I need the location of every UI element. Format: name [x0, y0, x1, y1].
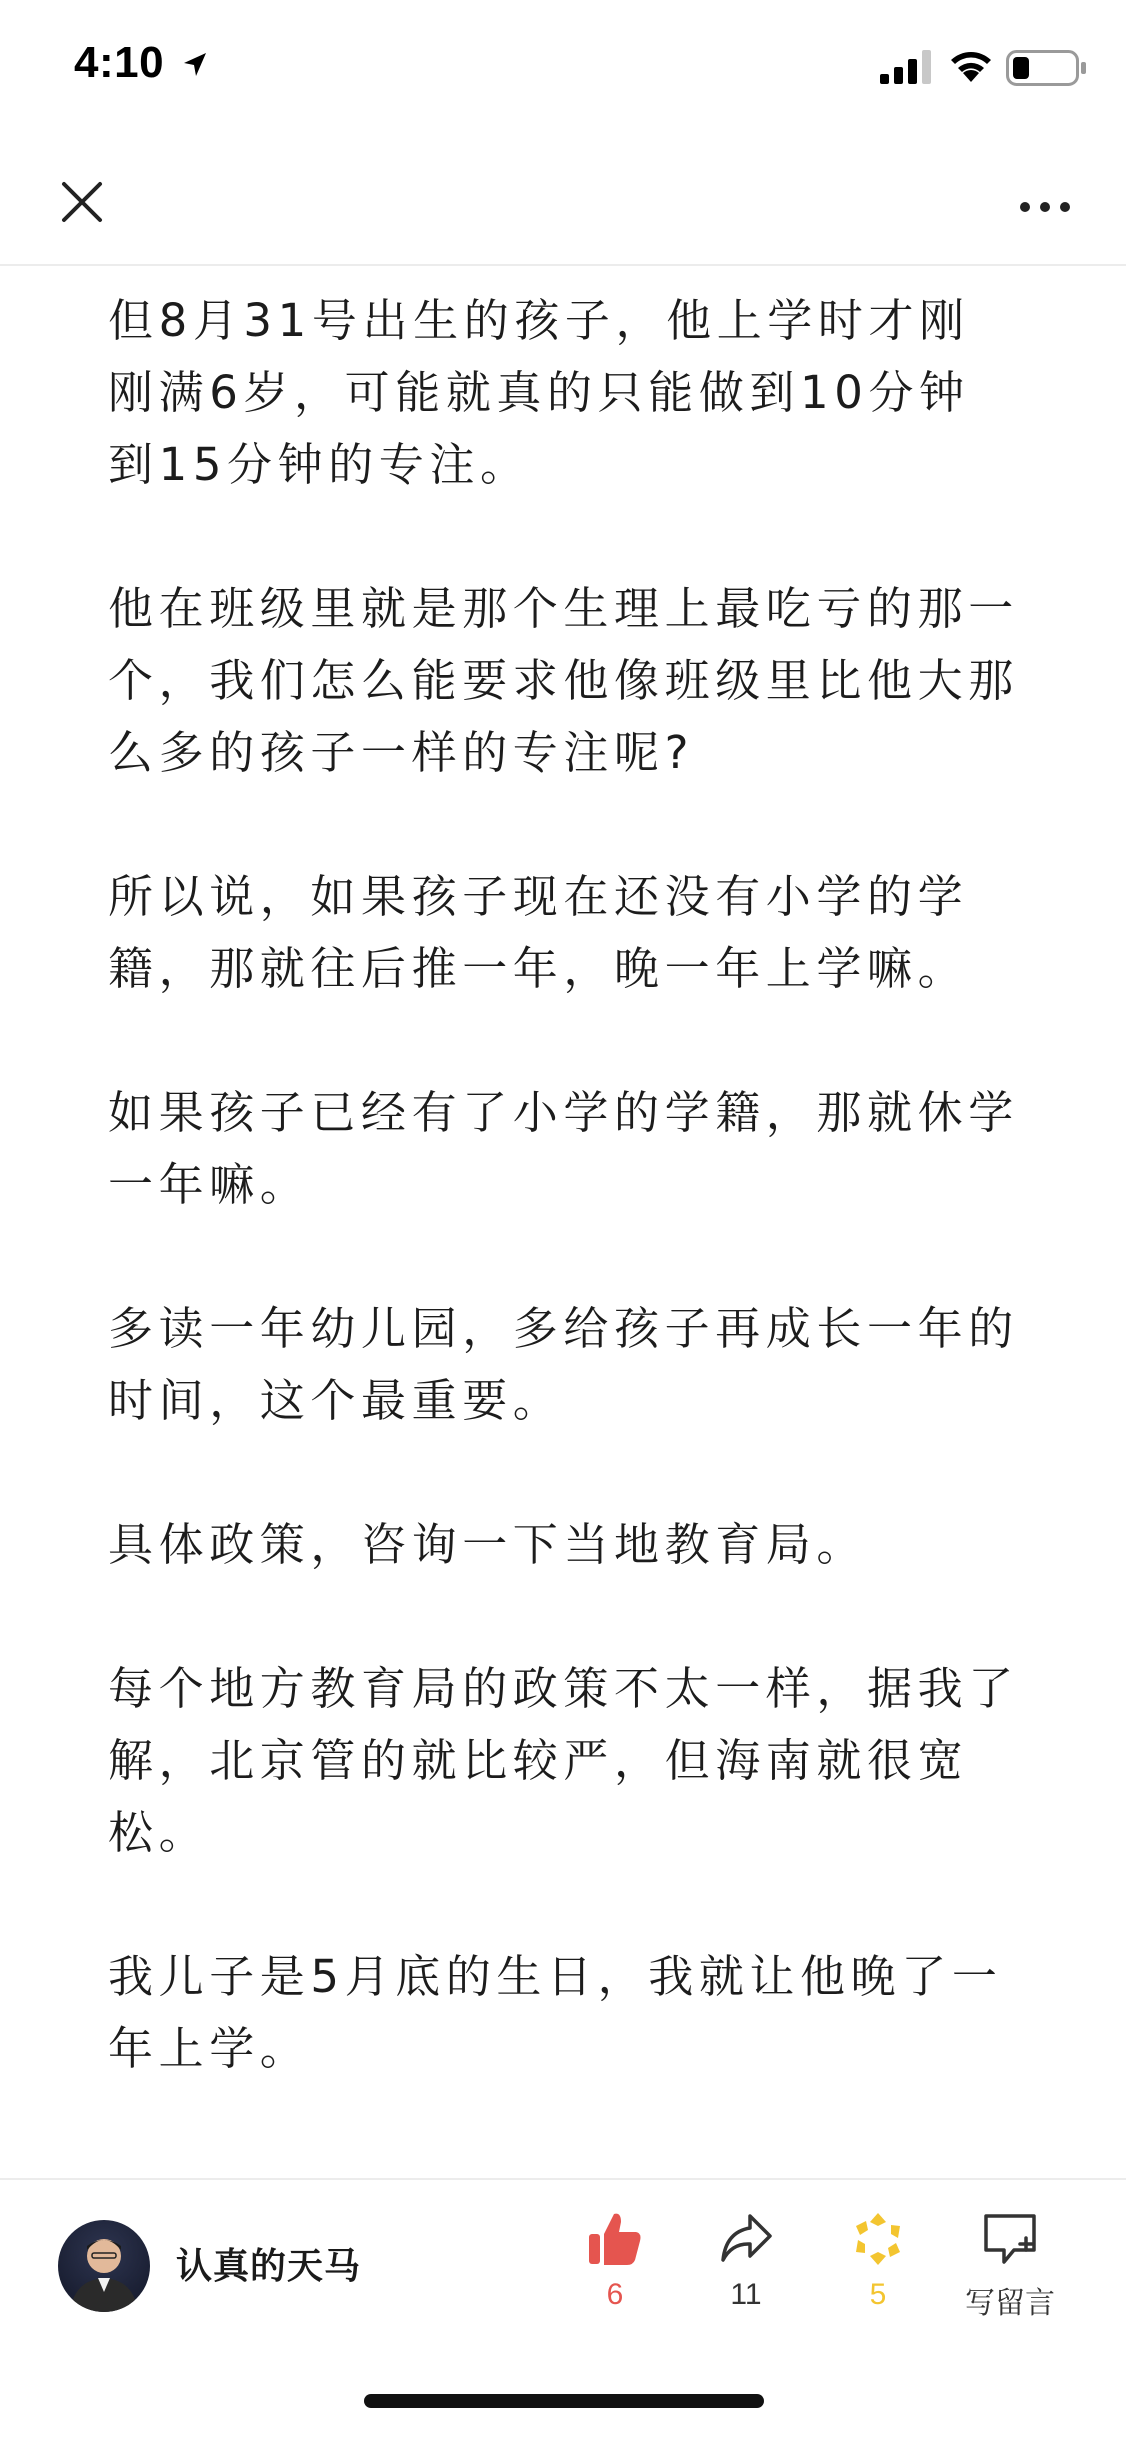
article-paragraph: 所以说，如果孩子现在还没有小学的学籍，那就往后推一年，晚一年上学嘛。	[108, 870, 969, 995]
cellular-signal-icon	[880, 50, 934, 84]
wow-button[interactable]	[823, 2210, 933, 2330]
write-comment-button[interactable]	[950, 2210, 1070, 2330]
star-icon	[850, 2210, 906, 2268]
like-count: 6	[606, 2278, 624, 2311]
nav-bar	[0, 140, 1126, 266]
status-bar	[0, 0, 1126, 140]
thumbs-up-icon	[587, 2210, 643, 2268]
article-paragraph: 多读一年幼儿园，多给孩子再成长一年的时间，这个最重要。	[108, 1302, 1019, 1427]
share-arrow-icon	[718, 2210, 774, 2268]
close-icon[interactable]	[50, 170, 114, 234]
article-paragraph: 他在班级里就是那个生理上最吃亏的那一个，我们怎么能要求他像班级里比他大那么多的孩子一样的专注呢?	[108, 582, 1019, 779]
share-button[interactable]	[691, 2210, 801, 2330]
article-paragraph: 但8月31号出生的孩子，他上学时才刚刚满6岁，可能就真的只能做到10分钟到15分钟的专注。	[108, 294, 970, 491]
like-button[interactable]	[560, 2210, 670, 2330]
wow-count: 5	[869, 2278, 887, 2311]
comment-icon	[980, 2210, 1040, 2268]
location-arrow-icon	[180, 50, 210, 80]
author-avatar[interactable]	[58, 2220, 150, 2312]
write-comment-label: 写留言	[965, 2286, 1055, 2321]
article-paragraph: 我儿子是5月底的生日，我就让他晚了一年上学。	[108, 1950, 1003, 2075]
article-body	[108, 285, 1020, 2165]
article-paragraph: 如果孩子已经有了小学的学籍，那就休学一年嘛。	[108, 1086, 1019, 1211]
home-indicator[interactable]	[364, 2394, 764, 2408]
article-paragraph: 具体政策，咨询一下当地教育局。	[108, 1518, 868, 1571]
article-paragraph: 每个地方教育局的政策不太一样，据我了解，北京管的就比较严，但海南就很宽松。	[108, 1662, 1019, 1859]
more-dots-icon[interactable]	[1010, 170, 1080, 234]
avatar-portrait-icon	[58, 2220, 150, 2312]
status-time: 4:10	[74, 38, 165, 87]
battery-icon	[1006, 50, 1088, 86]
author-name[interactable]: 认真的天马	[176, 2246, 362, 2287]
wifi-icon	[948, 46, 994, 84]
share-count: 11	[730, 2278, 762, 2311]
